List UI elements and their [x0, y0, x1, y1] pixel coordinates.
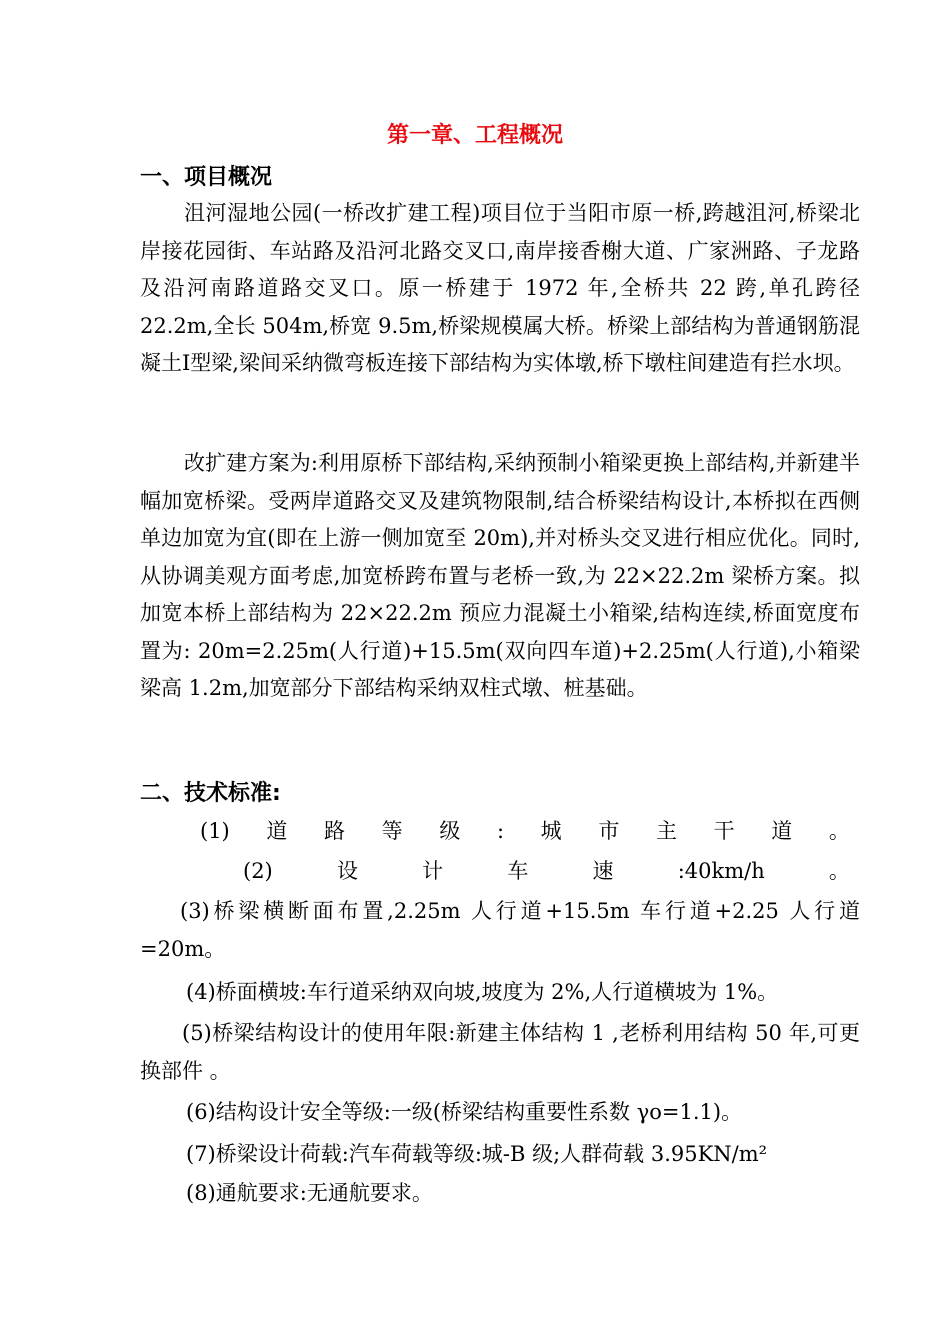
section-heading-technical-standards: 二、技术标准:	[140, 781, 281, 806]
spaced-token: 市	[598, 819, 620, 843]
spaced-token: 。	[828, 819, 850, 843]
standard-item-cross-section: (3)桥梁横断面布置,2.25m 人行道+15.5m 车行道+2.25 人行道=20m。	[140, 899, 860, 961]
spaced-token: (2)	[243, 859, 273, 883]
standard-item-deck-slope: (4)桥面横坡:车行道采纳双向坡,坡度为 2%,人行道横坡为 1%。	[186, 980, 779, 1004]
spaced-token: :	[496, 819, 505, 843]
spaced-token: 计	[422, 859, 444, 883]
paragraph-renovation-plan: 改扩建方案为:利用原桥下部结构,采纳预制小箱梁更换上部结构,并新建半幅加宽桥梁。受两岸道路交叉及建筑物限制,结合桥梁结构设计,本桥拟在西侧单边加宽为宜(即在上游一侧加宽至 20m),并对桥头交叉进行相应优化。同时,从协调美观方面考虑,加宽桥跨布置与老桥一致,为 22×22.2m 梁桥方案。拟加宽本桥上部结构为 22×22.2m 预应力混凝土小箱梁,结构连续,桥面宽度布置为: 20m=2.25m(人行道)+15.5m(双向四车道)+2.25m(人行道),小箱梁梁高 1.2m,加宽部分下部结构采纳双柱式墩、桩基础。	[140, 451, 860, 700]
standard-item-navigation: (8)通航要求:无通航要求。	[186, 1181, 433, 1205]
spaced-token: 等	[381, 819, 403, 843]
spaced-token: 。	[828, 859, 850, 883]
spaced-token: (1)	[200, 819, 230, 843]
spaced-token: 速	[592, 859, 614, 883]
spaced-token: 干	[713, 819, 735, 843]
chapter-title: 第一章、工程概况	[386, 123, 563, 148]
spaced-token: 城	[540, 819, 562, 843]
standard-item-design-life: (5)桥梁结构设计的使用年限:新建主体结构 1 ,老桥利用结构 50 年,可更换部件 。	[140, 1021, 860, 1083]
standard-item-design-load: (7)桥梁设计荷载:汽车荷载等级:城-B 级;人群荷载 3.95KN/m²	[186, 1142, 768, 1166]
spaced-token: 设	[336, 859, 358, 883]
spaced-token: 道	[771, 819, 793, 843]
spaced-token: 级	[439, 819, 461, 843]
paragraph-project-overview: 沮河湿地公园(一桥改扩建工程)项目位于当阳市原一桥,跨越沮河,桥梁北岸接花园街、车站路及沿河北路交叉口,南岸接香榭大道、广家洲路、子龙路及沿河南路道路交叉口。原一桥建于 1972 年,全桥共 22 跨,单孔跨径 22.2m,全长 504m,桥宽 9.5m,桥梁规模属大桥。桥梁上部结构为普通钢筋混凝土Ⅰ型梁,梁间采纳微弯板连接下部结构为实体墩,桥下墩柱间建造有拦水坝。	[140, 201, 860, 375]
spaced-token: 主	[655, 819, 677, 843]
spaced-token: 车	[507, 859, 529, 883]
standard-item-road-grade	[200, 816, 850, 846]
spaced-token: :40km/h	[677, 859, 765, 883]
standard-item-design-speed	[243, 856, 850, 886]
standard-item-safety-grade: (6)结构设计安全等级:一级(桥梁结构重要性系数 γo=1.1)。	[186, 1100, 743, 1124]
spaced-token: 道	[266, 819, 288, 843]
spaced-token: 路	[324, 819, 346, 843]
section-heading-project-overview: 一、项目概况	[140, 165, 273, 190]
